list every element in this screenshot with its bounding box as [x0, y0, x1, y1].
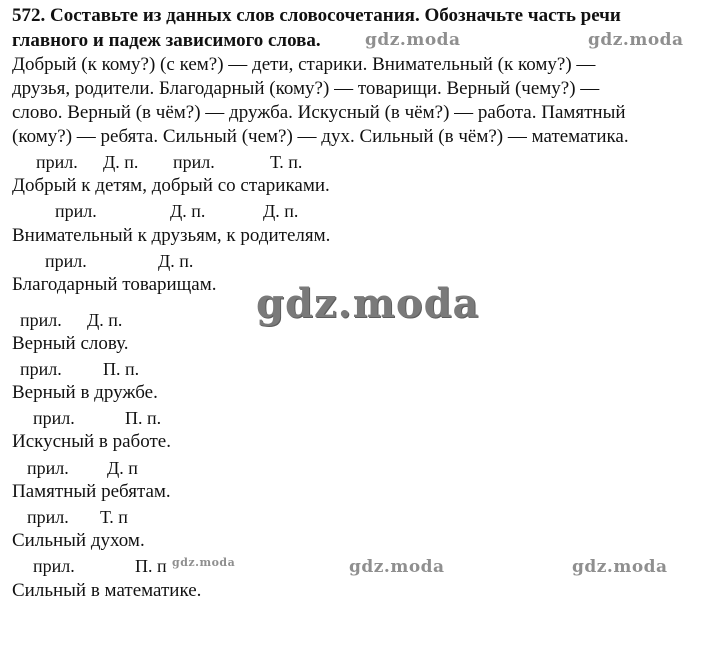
answer-2-label-3: Д. п. — [263, 201, 299, 221]
watermark-text: gdz.moda — [349, 557, 445, 577]
watermark-text: gdz.moda — [172, 556, 236, 569]
answer-7-label-2: Д. п — [107, 458, 138, 478]
answer-3-phrase: Благодарный товарищам. — [12, 274, 217, 295]
watermark-text: gdz.moda — [256, 280, 480, 327]
task-text-line-2: друзья, родители. Благодарный (кому?) — товарищи. Верный (чему?) — — [12, 78, 600, 99]
answer-2-label-1: прил. — [55, 201, 97, 221]
answer-3-label-1: прил. — [45, 251, 87, 271]
watermark-text: gdz.moda — [572, 557, 668, 577]
answer-4-label-2: Д. п. — [87, 310, 123, 330]
answer-8-label-1: прил. — [27, 507, 69, 527]
answer-6-label-1: прил. — [33, 408, 75, 428]
answer-3-label-2: Д. п. — [158, 251, 194, 271]
answer-8-phrase: Сильный духом. — [12, 530, 145, 551]
answer-5-label-2: П. п. — [103, 359, 140, 379]
answer-9-phrase: Сильный в математике. — [12, 580, 202, 601]
answer-5-label-1: прил. — [20, 359, 62, 379]
answer-7-label-1: прил. — [27, 458, 69, 478]
answer-1-label-4: Т. п. — [270, 152, 303, 172]
answer-1-label-2: Д. п. — [103, 152, 139, 172]
task-heading-line-2: главного и падеж зависимого слова. — [12, 30, 321, 51]
task-text-line-1: Добрый (к кому?) (с кем?) — дети, старики. Внимательный (к кому?) — — [12, 54, 596, 75]
answer-6-label-2: П. п. — [125, 408, 162, 428]
task-text-line-3: слово. Верный (в чём?) — дружба. Искусный (в чём?) — работа. Памятный — [12, 102, 626, 123]
watermark-text: gdz.moda — [365, 30, 461, 50]
answer-1-label-3: прил. — [173, 152, 215, 172]
answer-1-phrase: Добрый к детям, добрый со стариками. — [12, 175, 330, 196]
answer-9-label-1: прил. — [33, 556, 75, 576]
task-heading-line-1: 572. Составьте из данных слов словосочетания. Обозначьте часть речи — [12, 5, 621, 26]
answer-1-label-1: прил. — [36, 152, 78, 172]
answer-2-phrase: Внимательный к друзьям, к родителям. — [12, 225, 331, 246]
answer-6-phrase: Искусный в работе. — [12, 431, 171, 452]
answer-5-phrase: Верный в дружбе. — [12, 382, 158, 403]
answer-8-label-2: Т. п — [100, 507, 128, 527]
watermark-text: gdz.moda — [588, 30, 684, 50]
answer-9-label-2: П. п — [135, 556, 167, 576]
task-text-line-4: (кому?) — ребята. Сильный (чем?) — дух. Сильный (в чём?) — математика. — [12, 126, 629, 147]
answer-4-label-1: прил. — [20, 310, 62, 330]
answer-7-phrase: Памятный ребятам. — [12, 481, 171, 502]
answer-2-label-2: Д. п. — [170, 201, 206, 221]
answer-4-phrase: Верный слову. — [12, 333, 129, 354]
